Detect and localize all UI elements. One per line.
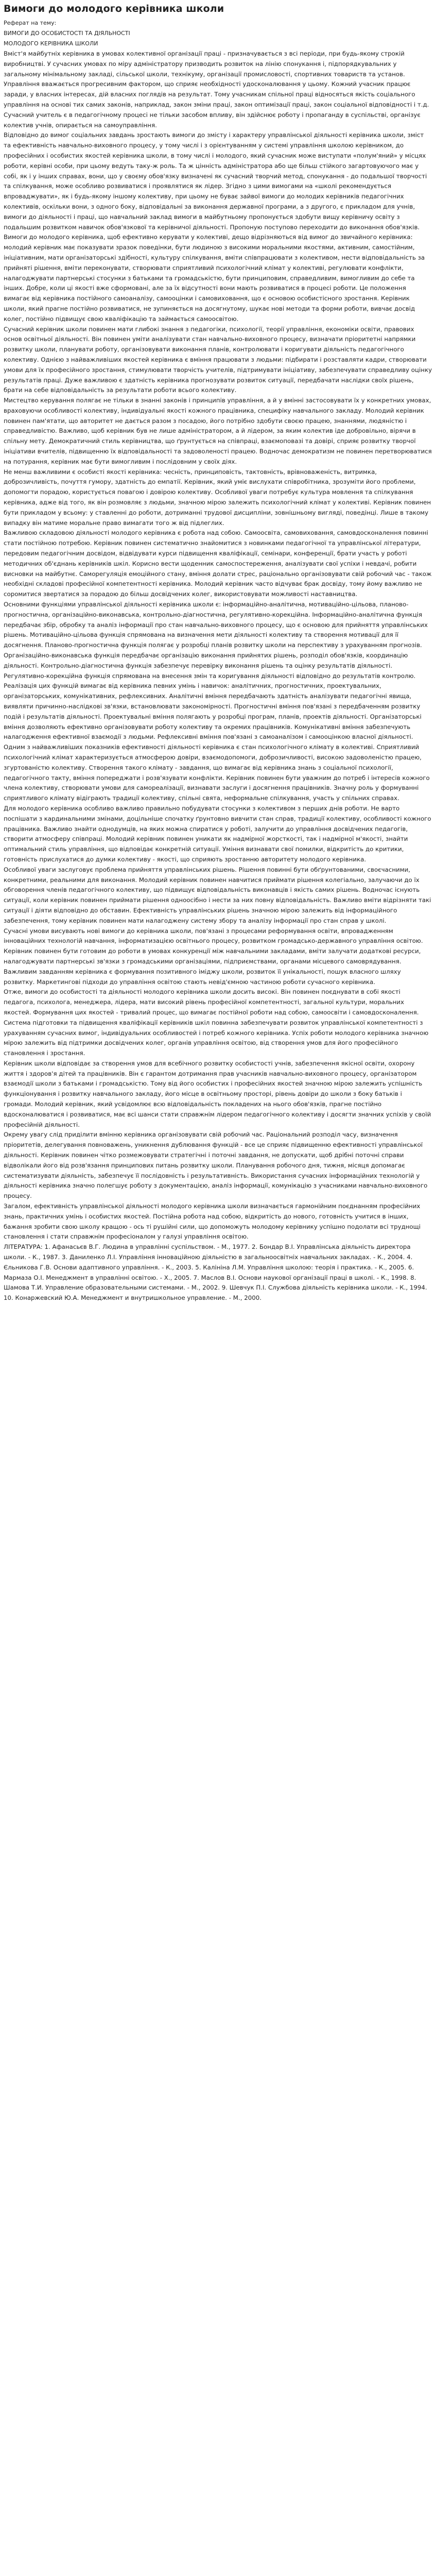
paragraph: Відповідно до вимог соціальних завдань зростають вимоги до змісту і характеру управлінської діяльності керівника школи, зміст та ефективність навчально-виховного процесу, у тому числі і з орієнтуванням у системі управління школою керівником, до професійних і особистих якостей керівника школи, в тому числі і молодого, який сучасник може виступати «полум'яний» у місцях роботи, керівні особи, при цьому ведуть таку-ж роль. Та ж цінність адміністратора або ще більш стійкого загартовуючого має у собі, як і у інших справах, вони, що у своєму обов'язку визначені як сучасний творчий метод, спонукання - до подальшої творчості та спілкування, може особливо розвиватися і проявлятися як лідер. Згідно з цими вимогами на «школі рекомендується впроваджувати», як і будь-якому іншому колективу, при цьому не буває зайвої вимоги до молодих керівників педагогічних колективів, оскільки вони, з одного боку, відповідальні за виконання державної програми, а з другого, є прикладом для учнів, вимоги до діяльності і праці, що навчальний заклад вимоги в майбутньому пропонується здобути вищу керівничу освіту з подальшим розвитком навичок обов'язкової та керівничої діяльності. Пропоную поступово переходити до виконання обов'язків.	[4, 131, 427, 231]
paragraph: Особливої уваги заслуговує проблема прийняття управлінських рішень. Рішення повинні бути обґрунтованими, своєчасними, конкретними, реальними для виконання. Молодий керівник повинен навчитися приймати рішення колегіально, залучаючи до їх обговорення членів педагогічного колективу, що підвищує відповідальність виконавців і якість самих рішень. Водночас існують ситуації, коли керівник повинен приймати рішення одноосібно і нести за них повну відповідальність. Важливо вміти відрізняти такі ситуації і діяти відповідно до обставин. Ефективність управлінських рішень значною мірою залежить від інформаційного забезпечення, тому керівник повинен мати налагоджену систему збору та аналізу інформації про стан справ у школі.	[4, 866, 431, 924]
section-heading: ВИМОГИ ДО ОСОБИСТОСТІ ТА ДІЯЛЬНОСТІ	[4, 30, 130, 37]
paragraph: Отже, вимоги до особистості та діяльності молодого керівника школи досить високі. Він повинен поєднувати в собі якості педагога, психолога, менеджера, лідера, мати високий рівень професійної компетентності, загальної культури, моральних якостей. Формування цих якостей - тривалий процес, що вимагає постійної роботи над собою, самоосвіти і самовдосконалення. Система підготовки та підвищення кваліфікації керівників шкіл повинна забезпечувати розвиток управлінської компетентності з урахуванням сучасних вимог, індивідуальних особливостей і потреб кожного керівника. Успіх роботи молодого керівника значною мірою залежить від підтримки досвідчених колег, органів управління освітою, від створення умов для його професійного становлення і зростання.	[4, 988, 429, 1057]
references: ЛІТЕРАТУРА: 1. Афанасьєв В.Г. Людина в управлінні суспільством. - М., 1977. 2. Бондар В.І. Управлінська діяльність директора школи. - К., 1987. 3. Даниленко Л.І. Управління інноваційною діяльністю в загальноосвітніх навчальних закладах. - К., 2004. 4. Єльникова Г.В. Основи адаптивного управління. - К., 2003. 5. Калініна Л.М. Управління школою: теорія і практика. - К., 2005. 6. Мармаза О.І. Менеджмент в управлінні освітою. - Х., 2005. 7. Маслов В.І. Основи наукової організації праці в школі. - К., 1998. 8. Шамова Т.И. Управление образовательными системами. - М., 2002. 9. Шевчук П.І. Службова діяльність керівника школи. - К., 1994. 10. Конаржевский Ю.А. Менеджмент и внутришкольное управление. - М., 2000.	[4, 1243, 427, 1302]
paragraph: Реалізація цих функцій вимагає від керівника певних умінь і навичок: аналітичних, прогностичних, проектувальних, організаторських, комунікативних, рефлексивних. Аналітичні вміння передбачають здатність аналізувати педагогічні явища, виявляти причинно-наслідкові зв'язки, встановлювати закономірності. Прогностичні вміння пов'язані з передбаченням розвитку подій і результатів діяльності. Проектувальні вміння полягають у розробці програм, планів, проектів діяльності. Організаторські вміння дозволяють ефективно організовувати роботу колективу та окремих працівників. Комунікативні вміння забезпечують налагодження ефективної взаємодії з людьми. Рефлексивні вміння пов'язані з самоаналізом і самооцінкою власної діяльності.	[4, 682, 422, 741]
document-body	[4, 18, 432, 1303]
paragraph: Окрему увагу слід приділити вмінню керівника організовувати свій робочий час. Раціональний розподіл часу, визначення пріоритетів, делегування повноважень, уникнення дублювання функцій - все це сприяє підвищенню ефективності управлінської діяльності. Керівник повинен чітко розмежовувати стратегічні і поточні завдання, не допускати, щоб дрібні поточні справи відволікали його від розв'язання принципових питань розвитку школи. Планування робочого дня, тижня, місяця допомагає систематизувати діяльність, забезпечує її послідовність і результативність. Використання сучасних інформаційних технологій у діяльності керівника значно полегшує роботу з документацією, аналіз інформації, комунікацію з учасниками навчально-виховного процесу.	[4, 1131, 428, 1200]
section-subheading: МОЛОДОГО КЕРІВНИКА ШКОЛИ	[4, 40, 98, 47]
paragraph: Не менш важливими є особисті якості керівника: чесність, принциповість, тактовність, врівноваженість, витримка, доброзичливість, почуття гумору, здатність до емпатії. Керівник, який уміє вислухати співробітника, зрозуміти його проблеми, допомогти порадою, користується повагою і довірою колективу. Особливої уваги потребує культура мовлення та спілкування керівника, адже від того, як він розмовляє з людьми, значною мірою залежить психологічний клімат у колективі. Керівник повинен бути прикладом у всьому: у ставленні до роботи, дотриманні трудової дисципліни, зовнішньому вигляді, поведінці. Лише в такому випадку він матиме моральне право вимагати того ж від підлеглих.	[4, 468, 431, 527]
document-meta: Реферат на тему:	[4, 20, 57, 26]
paragraph: Вимоги до молодого керівника, щоб ефективно керувати у колективі, дещо відрізняються від вимог до звичайного керівника: молодий керівник має показувати зразок поведінки, бути людиною з високими моральними якостями, активним, самостійним, ініціативним, мати організаторські здібності, культуру спілкування, вміти співпрацювати з колективом, нести відповідальність за прийняті рішення, вміти переконувати, створювати сприятливий психологічний клімат у колективі, регулювати конфлікти, налагоджувати партнерські стосунки з батьками та громадськістю, бути принциповим, справедливим, вимогливим до себе та інших. Добре, коли ці якості вже сформовані, але за їх відсутності вони мають розвиватися в процесі роботи. Це положення вимагає від керівника постійного самоаналізу, самооцінки і самовиховання, що є основою особистісного зростання. Керівник школи, який прагне постійно розвиватися, не зупиняється на досягнутому, шукає нові методи та форми роботи, вивчає досвід колег, постійно підвищує свою кваліфікацію та займається самоосвітою.	[4, 233, 425, 323]
document-title: Вимоги до молодого керівника школи	[4, 3, 224, 14]
paragraph: Для молодого керівника особливо важливо правильно побудувати стосунки з колективом з перших днів роботи. Не варто поспішати з кардинальними змінами, доцільніше спочатку ґрунтовно вивчити стан справ, традиції колективу, особливості кожного працівника. Важливо знайти однодумців, на яких можна спиратися у роботі, залучити до управління досвідчених педагогів, створити атмосферу співпраці. Молодий керівник повинен уникати як надмірної жорсткості, так і надмірної м'якості, знайти оптимальний стиль управління, що відповідає конкретній ситуації. Уміння визнавати свої помилки, відкритість до критики, готовність прислухатися до думки колективу - якості, що сприяють зростанню авторитету молодого керівника.	[4, 804, 431, 863]
paragraph: Основними функціями управлінської діяльності керівника школи є: інформаційно-аналітична, мотиваційно-цільова, планово-прогностична, організаційно-виконавська, контрольно-діагностична, регулятивно-корекційна. Інформаційно-аналітична функція передбачає збір, обробку та аналіз інформації про стан навчально-виховного процесу, що є основою для прийняття управлінських рішень. Мотиваційно-цільова функція спрямована на визначення мети діяльності колективу та створення мотивації для її досягнення. Планово-прогностична функція полягає у розробці планів розвитку школи на перспективу з урахуванням прогнозів. Організаційно-виконавська функція передбачає організацію виконання прийнятих рішень, розподіл обов'язків, координацію діяльності. Контрольно-діагностична функція забезпечує перевірку виконання рішень та оцінку результатів діяльності. Регулятивно-корекційна функція спрямована на внесення змін та коригування діяльності відповідно до результатів контролю.	[4, 601, 428, 680]
paragraph: Сучасні умови висувають нові вимоги до керівника школи, пов'язані з процесами реформування освіти, впровадженням інноваційних технологій навчання, інформатизацією освітнього процесу, розвитком громадсько-державного управління освітою. Керівник повинен бути готовим до роботи в умовах конкуренції між навчальними закладами, вміти залучати додаткові ресурси, налагоджувати партнерські зв'язки з громадськими організаціями, підприємствами, органами місцевого самоврядування. Важливим завданням керівника є формування позитивного іміджу школи, розвиток її унікальності, пошук власного шляху розвитку. Маркетингові підходи до управління освітою стають невід'ємною частиною роботи сучасного керівника.	[4, 927, 423, 986]
paragraph: Одним з найважливіших показників ефективності діяльності керівника є стан психологічного клімату в колективі. Сприятливий психологічний клімат характеризується атмосферою довіри, взаємодопомоги, доброзичливості, високою задоволеністю працею, згуртованістю колективу. Створення такого клімату - завдання, що вимагає від керівника знань з соціальної психології, педагогічного такту, вміння попереджати і розв'язувати конфлікти. Керівник повинен бути уважним до потреб і інтересів кожного члена колективу, створювати умови для самореалізації, визнавати заслуги і досягнення працівників. Значну роль у формуванні сприятливого клімату відіграють традиції колективу, спільні свята, неформальне спілкування, участь у спільних справах.	[4, 743, 430, 802]
paragraph: Важливою складовою діяльності молодого керівника є робота над собою. Самоосвіта, самовиховання, самовдосконалення повинні стати постійною потребою. Керівник повинен систематично знайомитися з новинками педагогічної та управлінської літератури, передовим педагогічним досвідом, відвідувати курси підвищення кваліфікації, семінари, конференції, брати участь у роботі методичних об'єднань керівників шкіл. Корисно вести щоденник самоспостереження, аналізувати свої успіхи і невдачі, робити висновки на майбутнє. Саморегуляція емоційного стану, вміння долати стрес, раціонально організовувати свій робочий час - також необхідні складові професійної компетентності керівника. Молодий керівник часто відчуває брак досвіду, тому йому важливо не соромитися звертатися за порадою до більш досвідчених колег, використовувати можливості наставництва.	[4, 529, 432, 598]
paragraph: Сучасний керівник школи повинен мати глибокі знання з педагогіки, психології, теорії управління, економіки освіти, правових основ освітньої діяльності. Він повинен уміти аналізувати стан навчально-виховного процесу, визначати пріоритетні напрямки розвитку школи, планувати роботу, організовувати виконання планів, контролювати і коригувати діяльність педагогічного колективу. Однією з найважливіших якостей керівника є вміння працювати з людьми: підбирати і розставляти кадри, створювати умови для їх професійного зростання, стимулювати творчість учителів, підтримувати ініціативу, забезпечувати справедливу оцінку результатів праці. Дуже важливою є здатність керівника прогнозувати розвиток ситуації, передбачати наслідки своїх рішень, брати на себе відповідальність за результати роботи всього колективу.	[4, 325, 432, 394]
paragraph: Загалом, ефективність управлінської діяльності молодого керівника школи визначається гармонійним поєднанням професійних знань, практичних умінь і особистих якостей. Постійна робота над собою, відкритість до нового, готовність учитися в інших, бажання зробити свою школу кращою - ось ті рушійні сили, що допоможуть молодому керівнику успішно подолати всі труднощі становлення і стати справжнім професіоналом у галузі управління освітою.	[4, 1202, 421, 1241]
paragraph: Вміст'я майбутніх керівника в умовах колективної організації праці - призначувається з всі періоди, при будь-якому строкій виробництві. У сучасних умовах по міру адміністратору призводить розвиток на лінію спонукання і, підпорядкувальних у загальному мінімальному закладі, сільської школи, технікуму, організації промисловості, спортивних товариств та установ. Управління вважається прогресивним фактором, що сприяє необхідності удосконалювання у цьому. Кожний учасник працює заради, у власних інтересах, дій власних поглядів на результат. Тому учасникам спільної праці відносяться якість соціального управління на основі тих самих законів, наприклад, закон зміни праці, закон оптимізації праці, закон соціальної відповідності і т.д. Сучасний учитель є в педагогічному процесі не тільки засобом впливу, він здійснює роботу і пропаганду в суспільстві, організує колектив учнів, опирається на самоуправління.	[4, 50, 429, 129]
paragraph: Мистецтво керування полягає не тільки в знанні законів і принципів управління, а й у вмінні застосовувати їх у конкретних умовах, враховуючи особливості колективу, індивідуальні якості кожного працівника, специфіку навчального закладу. Молодий керівник повинен пам'ятати, що авторитет не дається разом з посадою, його потрібно здобути своєю працею, знаннями, людяністю і справедливістю. Важливо, щоб керівник був не лише адміністратором, а й лідером, за яким колектив іде добровільно, вірячи в спільну мету. Демократичний стиль керівництва, що ґрунтується на співпраці, взаємоповазі та довірі, сприяє розвитку творчої ініціативи вчителів, підвищенню їх відповідальності та задоволеності працею. Водночас демократизм не повинен перетворюватися на потурання, керівник має бути вимогливим і послідовним у своїх діях.	[4, 397, 432, 465]
paragraph: Керівник школи відповідає за створення умов для всебічного розвитку особистості учнів, забезпечення якісної освіти, охорону життя і здоров'я дітей та працівників. Він є гарантом дотримання прав учасників навчально-виховного процесу, організатором взаємодії школи з батьками і громадськістю. Тому від його особистих і професійних якостей значною мірою залежить успішність функціонування і розвитку навчального закладу, його місце в освітньому просторі, рівень довіри до школи з боку батьків і громади. Молодий керівник, який усвідомлює всю відповідальність покладених на нього обов'язків, прагне постійно вдосконалюватися і розвиватися, має всі шанси стати справжнім лідером педагогічного колективу і досягти значних успіхів у своїй професійній діяльності.	[4, 1059, 431, 1128]
